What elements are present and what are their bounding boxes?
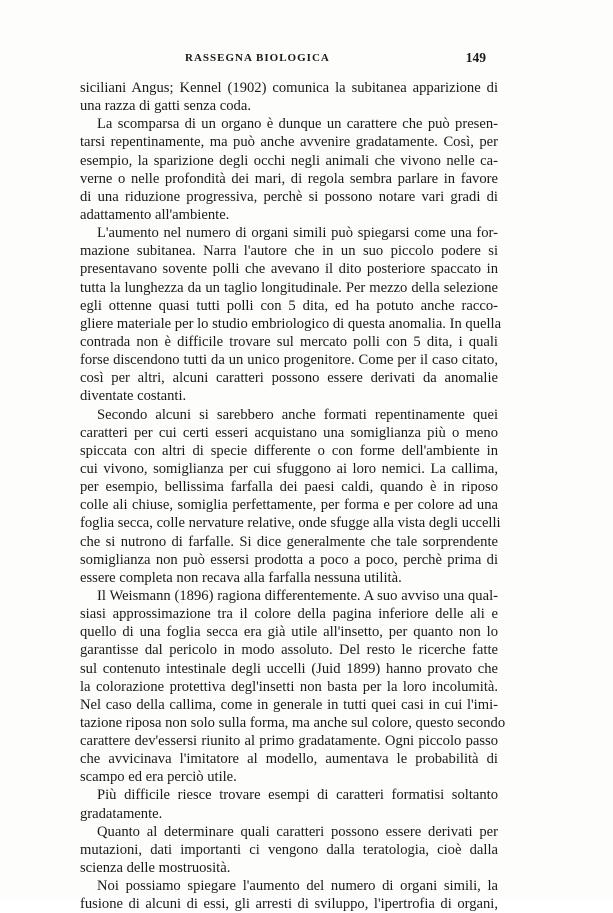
- text-line: adattamento all'ambiente.: [80, 206, 230, 223]
- text-line: contrada non è difficile trovare sul mercato polli con 5 dita, i quali: [80, 333, 498, 350]
- text-line: La scomparsa di un organo è dunque un carattere che può presen-: [97, 116, 498, 133]
- text-line: forse discendono tutti da un unico progenitore. Come per il caso citato,: [80, 352, 498, 369]
- text-line: spiccata con altri di specie differente o con forme dell'ambiente in: [80, 442, 498, 459]
- text-line: colle ali chiuse, somiglia perfettamente, per forma e per colore ad una: [80, 497, 498, 514]
- text-line: Il Weismann (1896) ragiona differentemente. A suo avviso una qual-: [97, 587, 498, 604]
- text-line: somiglianza non può essersi prodotta a poco a poco, perchè prima di: [80, 551, 498, 568]
- text-line: diventate costanti.: [80, 388, 187, 405]
- text-line: scienza delle mostruosità.: [80, 860, 231, 877]
- text-line: Noi possiamo spiegare l'aumento del numero di organi simili, la: [97, 878, 498, 895]
- text-line: Nel caso della callima, come in generale in tutti quei casi in cui l'imi-: [80, 696, 498, 713]
- text-line: quello di una foglia secca era già utile all'insetto, per quanto non lo: [80, 624, 498, 641]
- text-line: Secondo alcuni si sarebbero anche formati repentinamente quei: [97, 406, 498, 423]
- text-line: siasi approssimazione tra il colore della pagina inferiore delle ali e: [80, 606, 498, 623]
- text-line: una razza di gatti senza coda.: [80, 98, 251, 115]
- text-line: Quanto al determinare quali caratteri possono essere derivati per: [97, 823, 498, 840]
- text-line: mutazioni, dati importanti ci vengono dalla teratologia, cioè dalla: [80, 841, 498, 858]
- text-line: che avvicinava l'imitatore al modello, aumentava le probabilità di: [80, 751, 498, 768]
- body-text: [80, 79, 506, 913]
- text-line: carattere dev'essersi riunito al primo gradatamente. Ogni piccolo passo: [80, 733, 498, 750]
- text-line: la colorazione protettiva degl'insetti non basta per la loro incolumità.: [80, 678, 498, 695]
- text-line: per esempio, bellissima farfalla dei paesi caldi, quando è in riposo: [80, 479, 498, 496]
- text-line: così per altri, alcuni caratteri possono essere derivati da anomalie: [80, 370, 498, 387]
- text-line: fusione di alcuni di essi, gli arresti di sviluppo, l'ipertrofia di organi,: [80, 896, 498, 913]
- text-line: gradatamente.: [80, 805, 163, 822]
- text-line: gliere materiale per lo studio embriologico di questa anomalia. In quella: [80, 315, 502, 332]
- text-line: tutta la lunghezza da un taglio longitudinale. Per mezzo della selezione: [80, 279, 498, 296]
- text-line: verne o nelle profondità dei mari, di regola sembra parlare in favore: [80, 170, 498, 187]
- text-line: foglia secca, colle nervature relative, onde sfugge alla vista degli uccelli: [80, 515, 501, 532]
- text-line: Più difficile riesce trovare esempi di caratteri formatisi soltanto: [97, 787, 498, 804]
- text-line: egli ottenne quasi tutti polli con 5 dita, ed ha potuto anche racco-: [80, 297, 498, 314]
- text-line: presentavano sovente polli che avevano il dito posteriore spaccato in: [80, 261, 498, 278]
- text-line: cui vivono, somiglianza per cui sfuggono ai loro nemici. La callima,: [80, 460, 498, 477]
- text-line: caratteri per cui certi esseri acquistano una somiglianza più o meno: [80, 424, 498, 441]
- text-line: siciliani Angus; Kennel (1902) comunica la subitanea apparizione di: [80, 80, 498, 96]
- text-line: esempio, la sparizione degli occhi negli animali che vivono nelle ca-: [80, 152, 498, 169]
- page-header: [80, 52, 486, 70]
- text-line: di una riduzione progressiva, perchè si possono notare vari gradi di: [80, 188, 498, 205]
- text-line: tarsi repentinamente, ma può anche avvenire gradatamente. Così, per: [80, 134, 498, 151]
- text-line: sul contenuto intestinale degli uccelli (Juid 1899) hanno provato che: [80, 660, 498, 677]
- text-line: scampo ed era perciò utile.: [80, 769, 237, 786]
- text-line: tazione riposa non solo sulla forma, ma anche sul colore, questo secondo: [80, 714, 506, 731]
- text-line: L'aumento nel numero di organi simili può spiegarsi come una for-: [97, 225, 498, 242]
- page-number: 149: [465, 50, 486, 65]
- text-line: mazione subitanea. Narra l'autore che in un suo piccolo podere si: [80, 243, 498, 260]
- text-line: garantisse dal pericolo in modo assoluto. Del resto le ricerche fatte: [80, 642, 498, 659]
- text-line: essere completa non recava alla farfalla nessuna utilità.: [80, 569, 402, 586]
- text-line: che si nutrono di farfalle. Si dice generalmente che tale sorprendente: [80, 533, 498, 550]
- running-title: RASSEGNA BIOLOGICA: [185, 52, 330, 64]
